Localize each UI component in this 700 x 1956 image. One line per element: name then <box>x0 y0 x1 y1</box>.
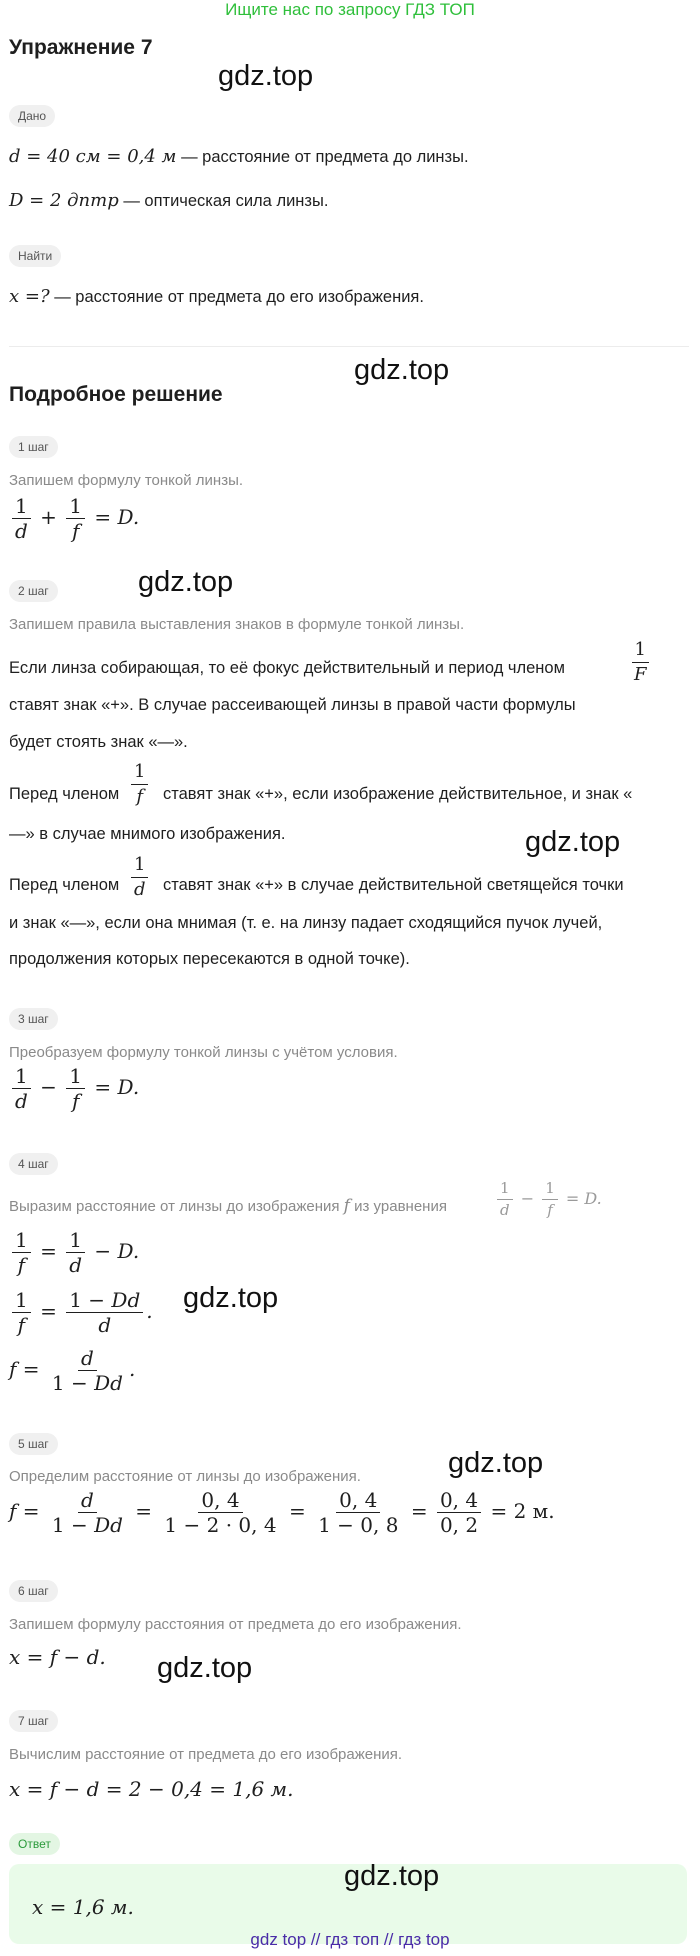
rule-1-line-a: Если линза собирающая, то её фокус действительный и период членом <box>9 659 565 677</box>
given-line-1 <box>9 145 469 169</box>
watermark: gdz.top <box>183 1282 279 1314</box>
rule-3-line-c: и знак «—», если она мнимая (т. е. на линзу падает сходящийся пучок лучей, <box>9 914 603 932</box>
step-note-5: Определим расстояние от линзы до изображения. <box>9 1468 361 1485</box>
rule-3-line-b: ставят знак «+» в случае действительной светящейся точки <box>163 876 624 894</box>
find-formula: x =? <box>9 286 50 307</box>
find-desc: — расстояние от предмета до его изображения. <box>49 288 424 306</box>
step-badge-4: 4 шаг <box>9 1153 58 1175</box>
step-badge-5: 5 шаг <box>9 1433 58 1455</box>
given-formula-1: d = 40 см = 0,4 м <box>9 146 177 167</box>
watermark: gdz.top <box>218 60 314 92</box>
step-note-3: Преобразуем формулу тонкой линзы с учётом условия. <box>9 1044 398 1061</box>
frac-1-over-d: $\frac{1}{d}$ <box>128 855 152 900</box>
var-f: f <box>343 1196 350 1216</box>
find-badge: Найти <box>9 245 61 267</box>
footer-links[interactable]: gdz top // гдз топ // гдз top <box>250 1930 450 1949</box>
solution-title: Подробное решение <box>9 383 223 406</box>
frac-1-over-f: $\frac{1}{f}$ <box>128 762 151 807</box>
watermark: gdz.top <box>354 354 450 386</box>
step-badge-1: 1 шаг <box>9 436 58 458</box>
given-line-2 <box>9 189 328 213</box>
watermark: gdz.top <box>525 826 621 858</box>
rule-2-line-c: —» в случае мнимого изображения. <box>9 825 286 843</box>
inline-equation: $\frac{1}{d}$ − $\frac{1}{f}$ = D. <box>494 1180 602 1219</box>
rule-3-line-d: продолжения которых пересекаются в одной точке). <box>9 950 410 968</box>
search-banner: Ищите нас по запросу ГДЗ ТОП <box>225 0 475 19</box>
divider <box>9 346 689 347</box>
step-note-7: Вычислим расстояние от предмета до его изображения. <box>9 1746 403 1763</box>
rule-2-line-b: ставят знак «+», если изображение действительное, и знак « <box>163 785 633 803</box>
rule-3-line-a: Перед членом <box>9 876 120 894</box>
answer-badge: Ответ <box>9 1833 60 1855</box>
given-desc-1: — расстояние от предмета до линзы. <box>176 148 469 166</box>
step5-calculation: f = $\frac{d}{1 - Dd}$ = $\frac{0, 4}{1 - 2 \cdot 0, 4}$ = $\frac{0, 4}{1 - 0, 8}$ = $\frac{0, 4}{0, 2}$ = 2 м. <box>9 1488 555 1537</box>
find-line <box>9 285 424 309</box>
thin-lens-formula: $\frac{1}{d}$ + $\frac{1}{f}$ = D. <box>9 496 139 541</box>
step-badge-7: 7 шаг <box>9 1710 58 1732</box>
given-desc-2: — оптическая сила линзы. <box>118 192 329 210</box>
rule-1-line-b: ставят знак «+». В случае рассеивающей линзы в правой части формулы <box>9 696 576 714</box>
answer-value: x = 1,6 м. <box>32 1895 134 1919</box>
watermark: gdz.top <box>448 1447 544 1479</box>
watermark: gdz.top <box>344 1860 440 1892</box>
rule-2-line-a: Перед членом <box>9 785 120 803</box>
watermark: gdz.top <box>138 566 234 598</box>
step4-eq-3: f = $\frac{d}{1 - Dd}$ . <box>9 1346 136 1395</box>
frac-1-over-F: $\frac{1}{F}$ <box>628 640 653 685</box>
step-note-2: Запишем правила выставления знаков в формуле тонкой линзы. <box>9 616 465 633</box>
step-badge-2: 2 шаг <box>9 580 58 602</box>
step6-formula: x = f − d. <box>9 1645 106 1669</box>
step-note-1: Запишем формулу тонкой линзы. <box>9 472 244 489</box>
rule-1-line-c: будет стоять знак «—». <box>9 733 188 751</box>
step4-eq-1: $\frac{1}{f}$ = $\frac{1}{d}$ − D. <box>9 1230 139 1275</box>
exercise-title: Упражнение 7 <box>9 36 153 59</box>
given-badge: Дано <box>9 105 55 127</box>
step-note-4 <box>9 1196 447 1216</box>
transformed-formula: $\frac{1}{d}$ − $\frac{1}{f}$ = D. <box>9 1066 139 1111</box>
step7-formula: x = f − d = 2 − 0,4 = 1,6 м. <box>9 1777 294 1801</box>
step4-eq-2: $\frac{1}{f}$ = $\frac{1 - Dd}{d}$ . <box>9 1290 153 1335</box>
step-note-4-tail: из уравнения <box>354 1198 447 1215</box>
step-note-4-text: Выразим расстояние от линзы до изображения <box>9 1198 340 1215</box>
step-badge-3: 3 шаг <box>9 1008 58 1030</box>
step-badge-6: 6 шаг <box>9 1580 58 1602</box>
step-note-6: Запишем формулу расстояния от предмета до его изображения. <box>9 1616 462 1633</box>
given-formula-2: D = 2 дптр <box>9 190 119 211</box>
watermark: gdz.top <box>157 1652 253 1684</box>
